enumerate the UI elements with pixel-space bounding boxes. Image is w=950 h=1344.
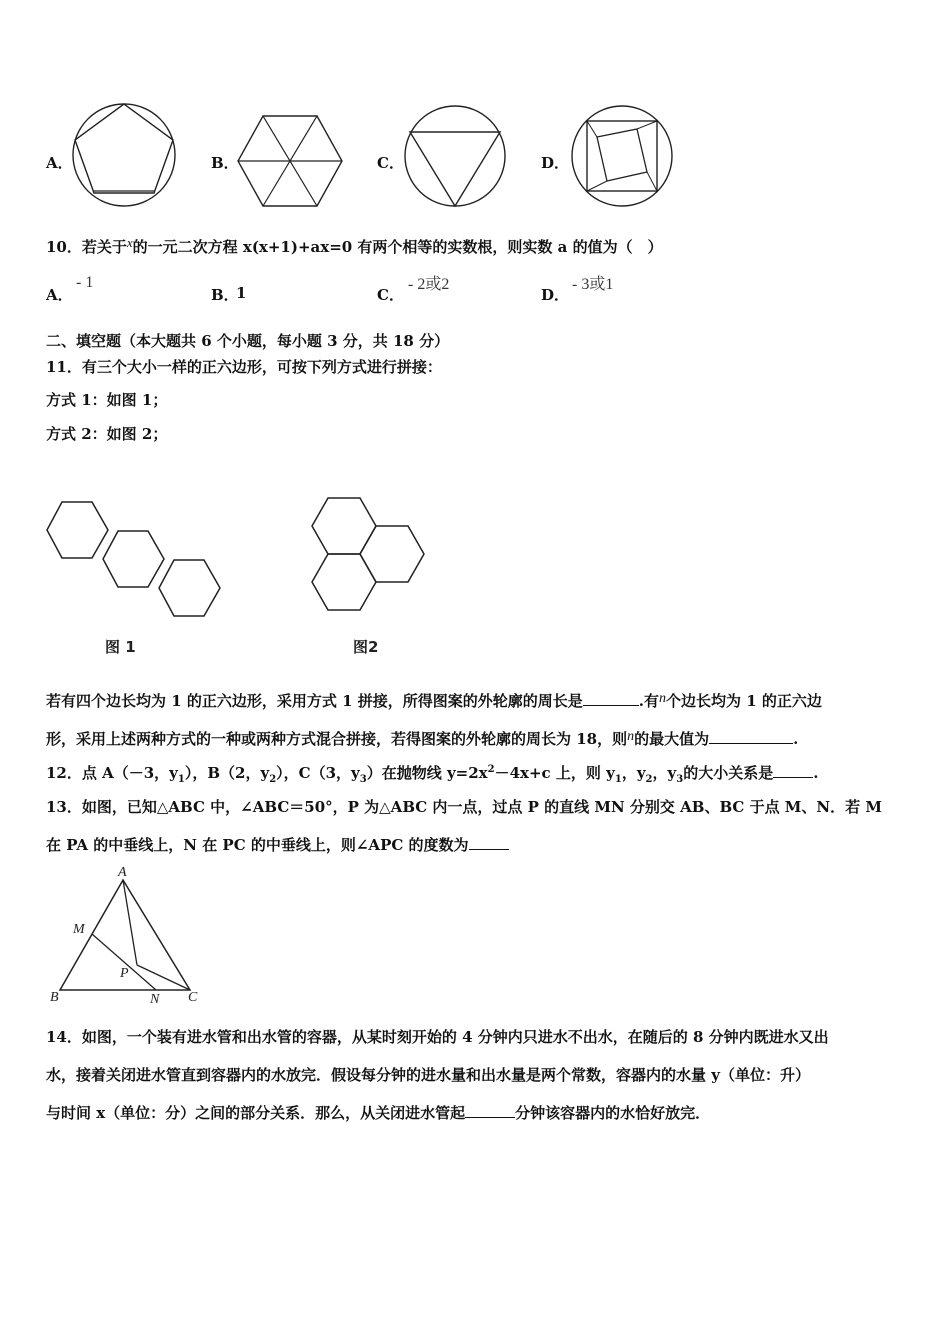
q13-blank[interactable] [469, 835, 509, 850]
q9-figure-a-circle-pentagon [70, 100, 180, 210]
q11-paragraph-line-1: 若有四个边长均为 1 的正六边形，采用方式 1 拼接，所得图案的外轮廓的周长是 .有n个边长均为 1 的正六边 [46, 691, 822, 710]
q10-option-a-label: A． [46, 286, 73, 304]
q11-method-1: 方式 1：如图 1； [46, 391, 168, 409]
q10-option-d-label: D． [541, 286, 570, 304]
q11-figure-1-hexagon-chain [46, 500, 221, 625]
q12-stem: 12．点 A（－3，$y_1$），B（2，$y_2$），C（3，$y_3$）在抛物线 $y=2x^2-4x+c$ 上，则 $y_1$，$y_2$，$y_3$的大小关系是 . [46, 764, 819, 785]
q10-option-d-value: - 3或1 [572, 276, 614, 293]
q13-label-c: C [188, 990, 198, 1005]
q14-stem-line-2: 水，接着关闭进水管直到容器内的水放完．假设每分钟的进水量和出水量是两个常数，容器内的水量 y（单位：升） [46, 1066, 810, 1084]
q13-triangle-figure [46, 870, 216, 1010]
q11-paragraph-line-2: 形，采用上述两种方式的一种或两种方式混合拼接，若得图案的外轮廓的周长为 18，则n的最大值为 . [46, 729, 799, 748]
q9-option-b-label: B． [211, 154, 239, 172]
q9-option-c-label: C． [377, 154, 404, 172]
section-heading: 二、填空题（本大题共 6 个小题，每小题 3 分，共 18 分） [46, 332, 450, 350]
q13-label-p: P [120, 966, 129, 981]
q13-label-m: M [73, 922, 85, 937]
q11-figure-2-caption: 图2 [353, 638, 379, 656]
q14-stem-line-3: 与时间 x（单位：分）之间的部分关系．那么，从关闭进水管起 分钟该容器内的水恰好放完． [46, 1104, 711, 1122]
q14-stem-line-1: 14．如图，一个装有进水管和出水管的容器，从某时刻开始的 4 分钟内只进水不出水，在随后的 8 分钟内既进水又出 [46, 1028, 829, 1046]
q14-blank[interactable] [465, 1103, 515, 1118]
q13-label-a: A [118, 865, 127, 880]
q9-option-d-label: D． [541, 154, 570, 172]
q11-blank-1[interactable] [583, 691, 639, 706]
q10-option-c-value: - 2或2 [408, 276, 450, 293]
q12-blank[interactable] [773, 763, 813, 778]
q13-stem-line-2: 在 PA 的中垂线上，N 在 PC 的中垂线上，则∠APC 的度数为 [46, 834, 509, 855]
q9-figure-d-circle-squares [570, 104, 674, 208]
q11-method-2: 方式 2：如图 2； [46, 425, 168, 443]
q10-var-x: x [126, 235, 133, 250]
q10-option-a-value: - 1 [76, 274, 94, 291]
q11-figure-1-caption: 图 1 [105, 638, 136, 656]
q10-option-c-label: C． [377, 286, 404, 304]
q10-option-b-value: 1 [236, 284, 247, 302]
q11-figure-2-hexagon-cluster [310, 496, 440, 626]
q10-stem: 10．若关于x的一元二次方程 x(x+1)+ax=0 有两个相等的实数根，则实数 a 的值为（ ） [46, 235, 663, 256]
q11-blank-2[interactable] [709, 729, 793, 744]
q11-stem: 11．有三个大小一样的正六边形，可按下列方式进行拼接： [46, 358, 442, 376]
q9-figure-c-circle-triangle [403, 104, 507, 208]
q9-figure-b-hexagon [236, 114, 344, 210]
q13-stem-line-1: 13．如图，已知△ABC 中，∠ABC＝50°，P 为△ABC 内一点，过点 P 的直线 MN 分别交 AB、BC 于点 M、N．若 M [46, 798, 882, 816]
q13-label-n: N [150, 992, 160, 1007]
q9-option-a-label: A． [46, 154, 73, 172]
q10-option-b-label: B． [211, 286, 239, 304]
q13-label-b: B [50, 990, 59, 1005]
